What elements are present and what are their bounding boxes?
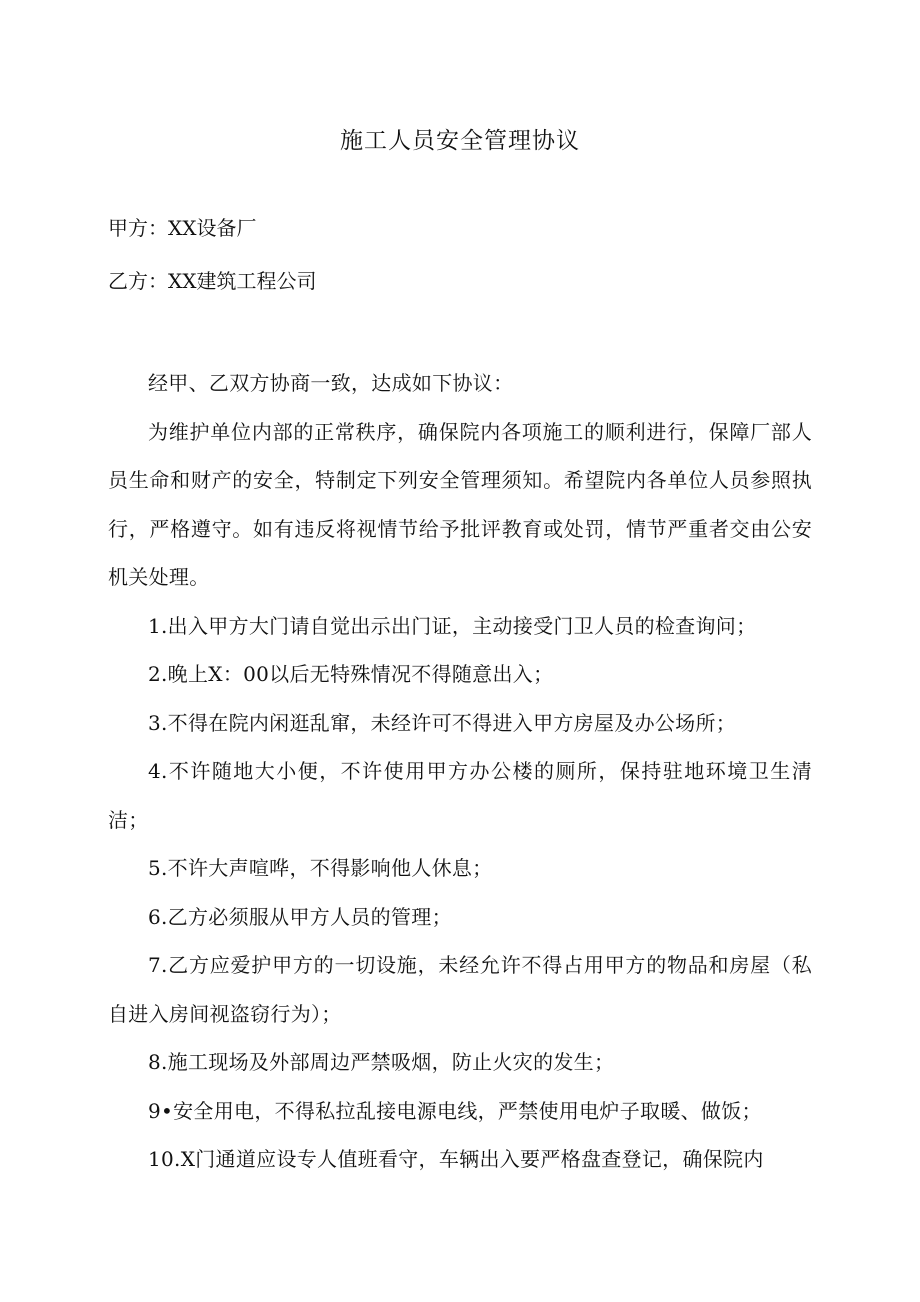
agreement-item: 4.不许随地大小便，不许使用甲方办公楼的厕所，保持驻地环境卫生清洁；: [108, 759, 812, 832]
agreement-item: 7.乙方应爱护甲方的一切设施，未经允许不得占用甲方的物品和房屋（私自进入房间视盗窃行为）；: [108, 953, 812, 1026]
agreement-item: 8.施工现场及外部周边严禁吸烟，防止火灾的发生；: [148, 1050, 615, 1074]
intro-paragraph: 经甲、乙双方协商一致，达成如下协议：: [148, 371, 514, 395]
document-title: 施工人员安全管理协议: [340, 128, 580, 154]
agreement-item: 9•安全用电，不得私拉乱接电源电线，严禁使用电炉子取暖、做饭；: [148, 1098, 762, 1123]
agreement-item: 3.不得在院内闲逛乱窜，未经许可不得进入甲方房屋及办公场所；: [148, 710, 737, 735]
agreement-item: 5.不许大声喧哗，不得影响他人休息；: [148, 856, 493, 880]
agreement-item: 6.乙方必须服从甲方人员的管理；: [148, 904, 452, 929]
agreement-item: 2.晚上X：00以后无特殊情况不得随意出入；: [148, 662, 554, 686]
agreement-item: 10.X门通道应设专人值班看守，车辆出入要严格盘查登记，确保院内: [148, 1147, 764, 1171]
preamble-paragraph: 为维护单位内部的正常秩序，确保院内各项施工的顺利进行，保障厂部人员生命和财产的安全，特制定下列安全管理须知。希望院内各单位人员参照执行，严格遵守。如有违反将视情节给予批评教育或处罚，情节严重者交由公安机关处理。: [108, 419, 812, 589]
agreement-item: 1.出入甲方大门请自觉出示出门证，主动接受门卫人员的检查询问；: [148, 613, 757, 638]
parties-section: [108, 214, 812, 320]
agreement-body: [108, 359, 812, 1184]
party-a-line: 甲方：XX设备厂: [108, 216, 257, 240]
party-b-line: 乙方：XX建筑工程公司: [108, 269, 317, 293]
